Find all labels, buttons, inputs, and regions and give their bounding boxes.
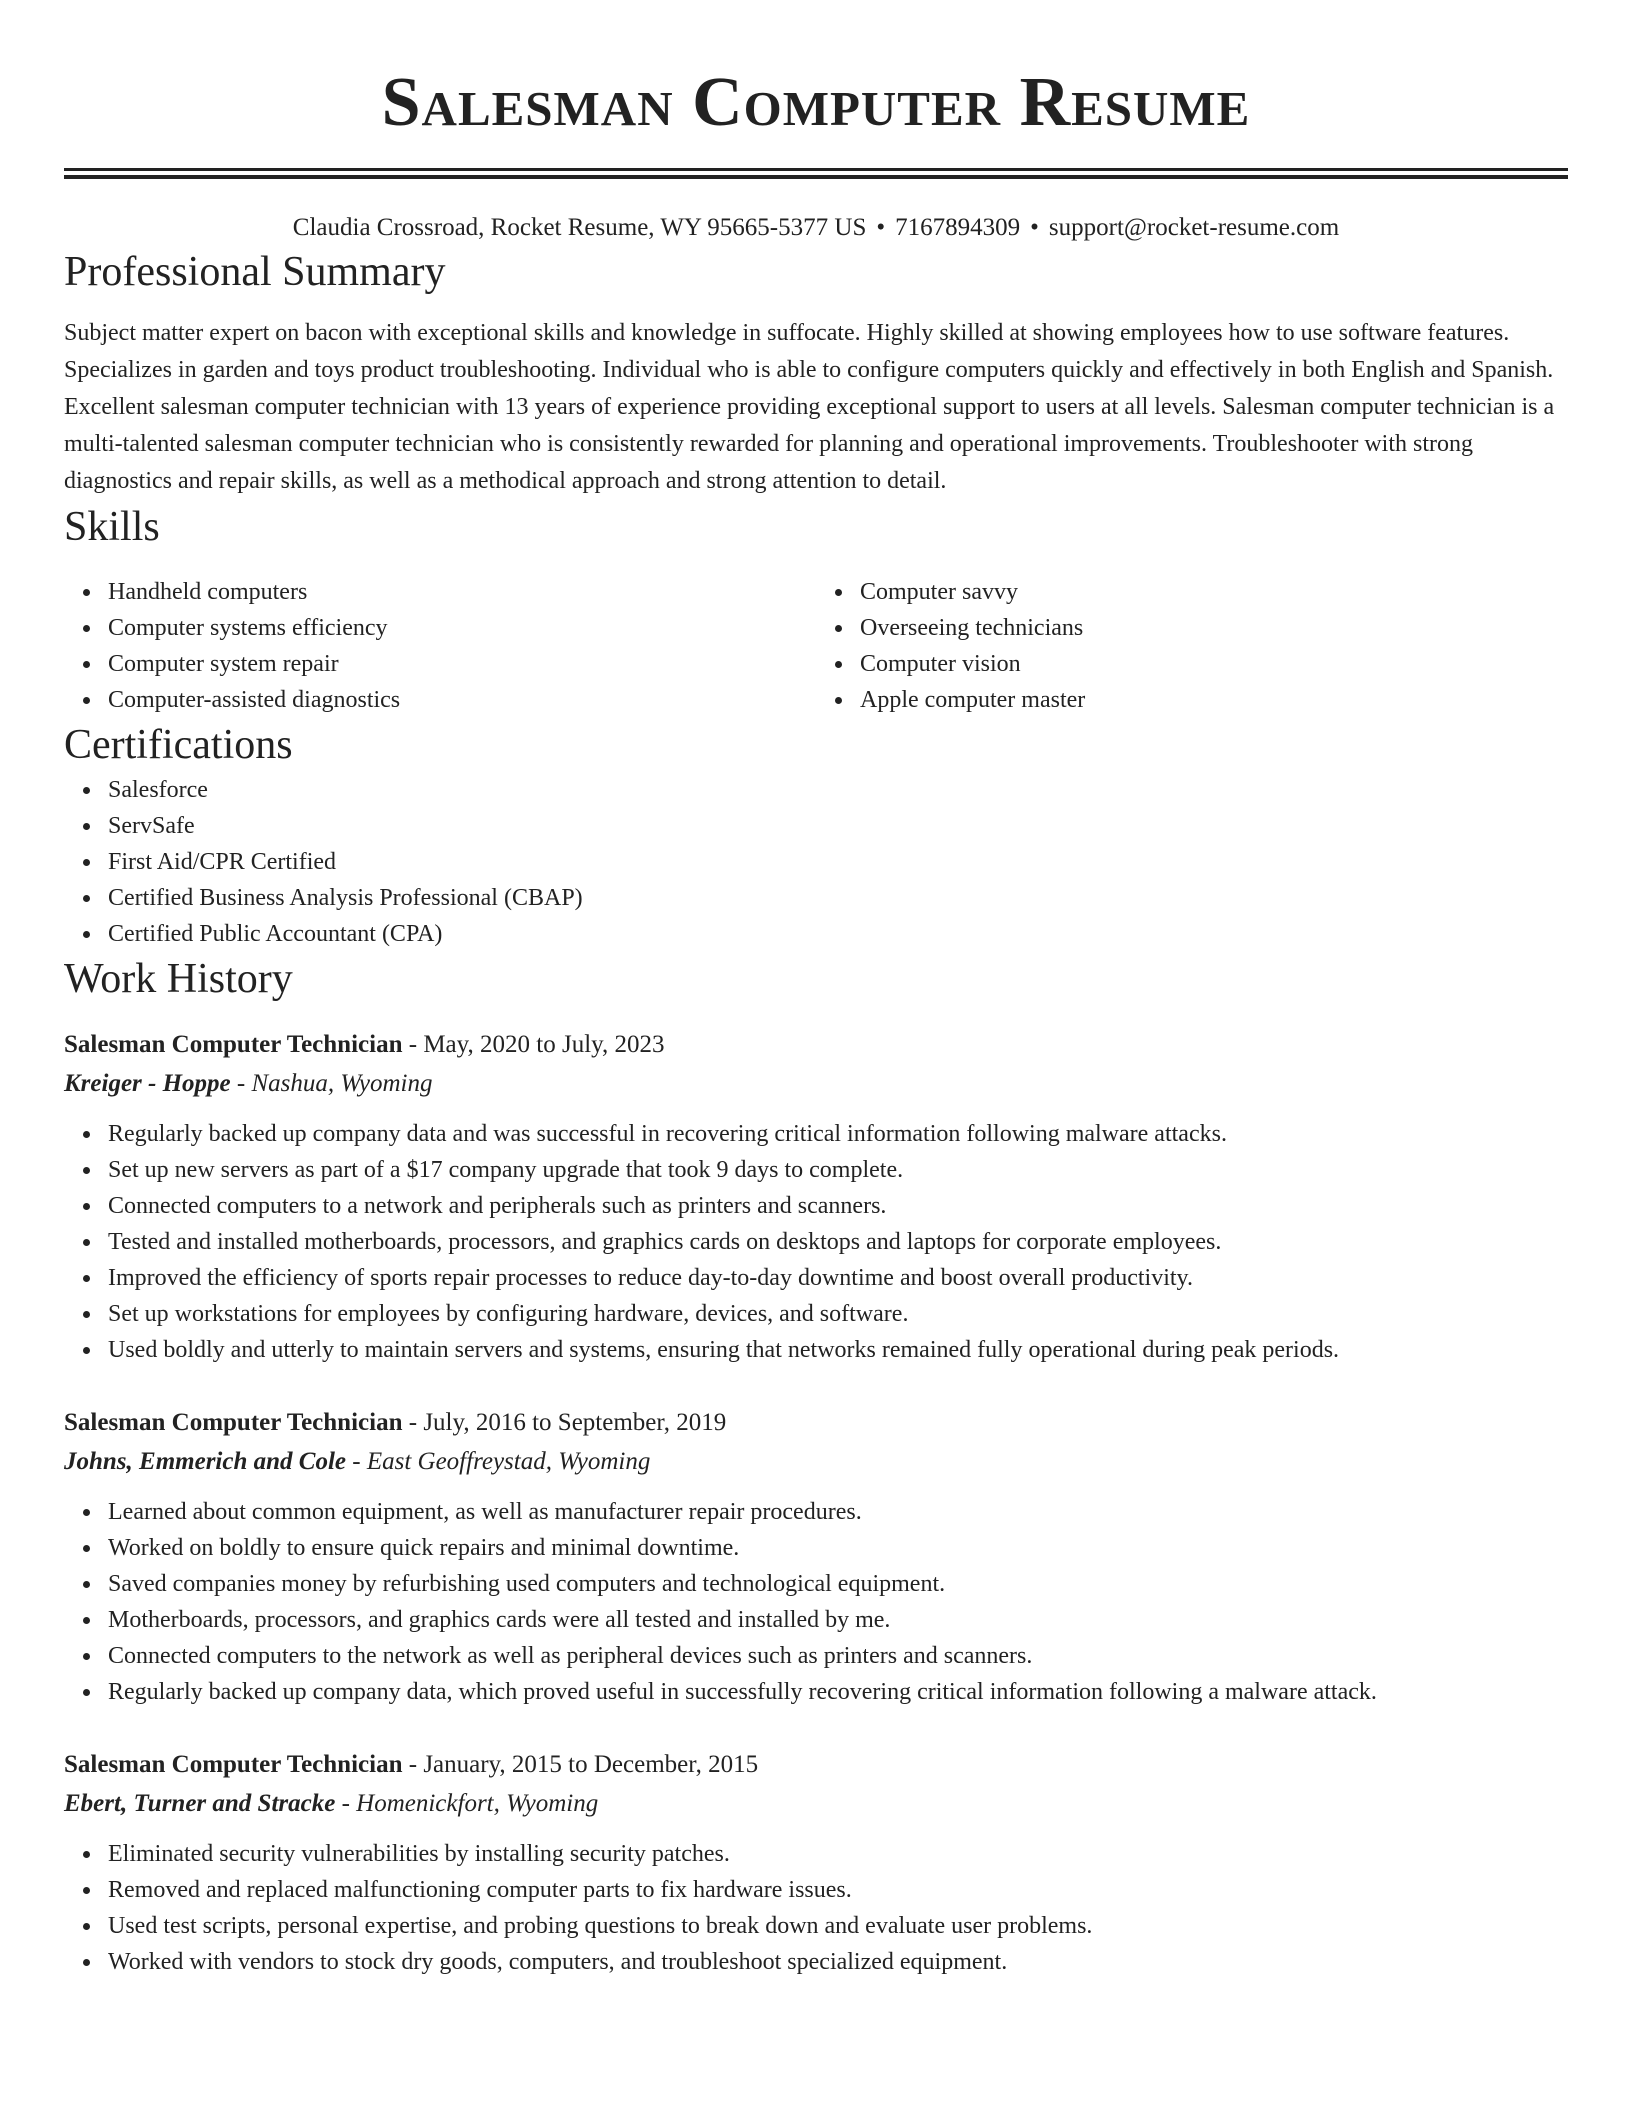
title-divider [64, 168, 1568, 171]
job-dates: January, 2015 to December, 2015 [423, 1751, 759, 1778]
skills-grid [64, 574, 1568, 718]
job-bullet: Used boldly and utterly to maintain servers and systems, ensuring that networks remained fully operational during peak periods. [108, 1332, 1568, 1368]
job-location: Nashua, Wyoming [251, 1070, 433, 1097]
job-bullets [64, 1836, 1568, 1980]
job-bullet: Eliminated security vulnerabilities by installing security patches. [108, 1836, 1568, 1872]
job-bullet: Saved companies money by refurbishing used computers and technological equipment. [108, 1566, 1568, 1602]
contact-separator: • [876, 214, 886, 241]
contact-email: support@rocket-resume.com [1048, 214, 1340, 241]
skill-item: Computer systems efficiency [108, 610, 816, 646]
contact-phone: 7167894309 [895, 214, 1021, 241]
skill-item: Computer-assisted diagnostics [108, 682, 816, 718]
resume-title: Salesman Computer Resume [381, 64, 1251, 141]
skill-item: Computer system repair [108, 646, 816, 682]
job-bullet: Regularly backed up company data, which proved useful in successfully recovering critical information following a malware attack. [108, 1674, 1568, 1710]
job-bullets [64, 1494, 1568, 1710]
skill-item: Apple computer master [860, 682, 1568, 718]
skills-list-right [816, 574, 1568, 718]
skill-item: Overseeing technicians [860, 610, 1568, 646]
job-title: Salesman Computer Technician [64, 1031, 403, 1058]
job-bullet: Learned about common equipment, as well as manufacturer repair procedures. [108, 1494, 1568, 1530]
job-title-line: Salesman Computer Technician - May, 2020 to July, 2023 [64, 1031, 665, 1058]
skill-item: Computer vision [860, 646, 1568, 682]
certification-item: Salesforce [108, 772, 1568, 808]
summary-heading: Professional Summary [64, 249, 446, 295]
job-title-line: Salesman Computer Technician - January, 2015 to December, 2015 [64, 1751, 759, 1778]
job-title: Salesman Computer Technician [64, 1409, 403, 1436]
certification-item: ServSafe [108, 808, 1568, 844]
job-bullet: Set up workstations for employees by configuring hardware, devices, and software. [108, 1296, 1568, 1332]
job-bullets [64, 1116, 1568, 1368]
job-entry [64, 1746, 1568, 1980]
job-bullet: Connected computers to the network as well as peripheral devices such as printers and scanners. [108, 1638, 1568, 1674]
job-company: Ebert, Turner and Stracke [64, 1790, 336, 1817]
work-history-heading: Work History [64, 956, 293, 1002]
job-bullet: Removed and replaced malfunctioning computer parts to fix hardware issues. [108, 1872, 1568, 1908]
job-entry [64, 1404, 1568, 1710]
job-bullet: Set up new servers as part of a $17 company upgrade that took 9 days to complete. [108, 1152, 1568, 1188]
contact-address: Claudia Crossroad, Rocket Resume, WY 95665-5377 US [292, 214, 867, 241]
job-bullet: Regularly backed up company data and was successful in recovering critical information following malware attacks. [108, 1116, 1568, 1152]
certifications-heading: Certifications [64, 722, 293, 768]
contact-line [64, 211, 1568, 245]
contact-separator: • [1030, 214, 1039, 241]
skills-list-left [64, 574, 816, 718]
job-bullet: Improved the efficiency of sports repair processes to reduce day-to-day downtime and boost overall productivity. [108, 1260, 1568, 1296]
job-bullet: Connected computers to a network and peripherals such as printers and scanners. [108, 1188, 1568, 1224]
job-bullet: Used test scripts, personal expertise, and probing questions to break down and evaluate user problems. [108, 1908, 1568, 1944]
job-company: Kreiger - Hoppe [64, 1070, 231, 1097]
job-bullet: Worked on boldly to ensure quick repairs and minimal downtime. [108, 1530, 1568, 1566]
job-title: Salesman Computer Technician [64, 1751, 403, 1778]
job-entry [64, 1026, 1568, 1368]
job-location: Homenickfort, Wyoming [356, 1790, 599, 1817]
job-title-line: Salesman Computer Technician - July, 2016 to September, 2019 [64, 1409, 727, 1436]
job-bullet: Tested and installed motherboards, processors, and graphics cards on desktops and laptops for corporate employees. [108, 1224, 1568, 1260]
skill-item: Computer savvy [860, 574, 1568, 610]
certification-item: Certified Business Analysis Professional (CBAP) [108, 880, 1568, 916]
job-dates: July, 2016 to September, 2019 [423, 1409, 727, 1436]
job-company: Johns, Emmerich and Cole [64, 1448, 346, 1475]
job-company-line: Johns, Emmerich and Cole - East Geoffreystad, Wyoming [64, 1448, 651, 1475]
job-company-line: Kreiger - Hoppe - Nashua, Wyoming [64, 1070, 433, 1097]
job-company-line: Ebert, Turner and Stracke - Homenickfort, Wyoming [64, 1790, 599, 1817]
job-bullet: Worked with vendors to stock dry goods, computers, and troubleshoot specialized equipment. [108, 1944, 1568, 1980]
job-bullet: Motherboards, processors, and graphics cards were all tested and installed by me. [108, 1602, 1568, 1638]
skills-heading: Skills [64, 504, 160, 550]
skill-item: Handheld computers [108, 574, 816, 610]
summary-text: Subject matter expert on bacon with exceptional skills and knowledge in suffocate. Highly skilled at showing employees how to use software features. Specializes in garden and toys product troubleshooting. Individual who is able to configure computers quickly and effectively in both English and Spanish. Excellent salesman computer technician with 13 years of experience providing exceptional support to users at all levels. Salesman computer technician is a multi-talented salesman computer technician who is consistently rewarded for planning and operational improvements. Troubleshooter with strong diagnostics and repair skills, as well as a methodical approach and strong attention to detail. [64, 320, 1555, 494]
job-location: East Geoffreystad, Wyoming [366, 1448, 651, 1475]
certification-item: First Aid/CPR Certified [108, 844, 1568, 880]
certifications-list [64, 772, 1568, 952]
job-dates: May, 2020 to July, 2023 [423, 1031, 665, 1058]
certification-item: Certified Public Accountant (CPA) [108, 916, 1568, 952]
